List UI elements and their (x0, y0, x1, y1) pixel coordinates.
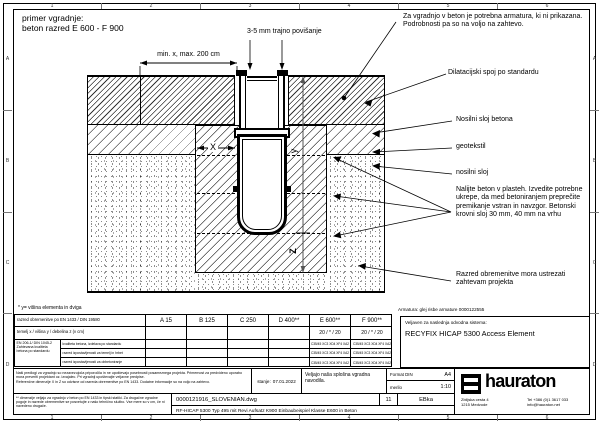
concrete-cell-e600-r3: C35/45 XC3 XD4 XF4 XA2 (310, 340, 351, 349)
status-cell (252, 369, 302, 393)
disclaimer-3: ** dimenzije veljajo za vgradnjo v beton po EN 1433 in tipski statiki. Za drugačne vgradne pogoje in razrede obremenitve se posvetujte z našo tehnično službo. Vse mere so v cm, če ni navedeno drugače. (14, 393, 172, 415)
dims-cell-d400 (269, 327, 310, 340)
valid-for-label: Veljaven za naslednja odvodna sistema: (405, 320, 487, 325)
table-group-label: EN 206-1/ DIN 1045-2 Zahtevana kvaliteta betona po standardu (15, 340, 61, 367)
concrete-cell-empty (228, 349, 269, 358)
hauraton-logo-icon (461, 374, 481, 394)
table-row3-label: kvaliteta betona, izdelava po standardu (61, 340, 146, 349)
status-date: 07.01.2022 (272, 378, 296, 384)
z-dimension-label: Z (287, 248, 298, 254)
dims-cell-c250 (228, 327, 269, 340)
zone-col-label: 4 (300, 3, 399, 9)
zone-row-label: C (590, 213, 599, 315)
sub-base-bottom (195, 273, 327, 293)
zone-row-label: D (5, 361, 10, 368)
format-cell (387, 369, 455, 381)
concrete-cell-empty (146, 358, 187, 367)
load-class-table (14, 314, 392, 367)
brand-contact (527, 397, 568, 407)
logo-slot-top (464, 378, 478, 382)
class-header-c250: C 250 (228, 315, 269, 327)
concrete-cell-empty (187, 349, 228, 358)
zone-col-label: 1 (3, 3, 102, 9)
zone-letters-left (3, 9, 12, 415)
channel-body (237, 134, 287, 235)
concrete-cell-empty (269, 349, 310, 358)
dims-cell-e600: 20 / * / 20 (310, 327, 351, 340)
class-header-f900: F 900** (351, 315, 392, 327)
zone-col-label: 5 (399, 415, 498, 421)
status-label: stanje: (257, 378, 271, 384)
title-block (14, 368, 590, 415)
concrete-cell-empty (269, 358, 310, 367)
disclaimer-block-top (14, 369, 252, 393)
class-header-d400: D 400** (269, 315, 310, 327)
concrete-cell-f900-r5: C35/45 XC3 XD4 XF4 XA2 (352, 361, 392, 365)
class-header-a15: A 15 (146, 315, 187, 327)
disclaimer-1: Naši predlogi za vgradnjo so nezavezujoča priporočila in ne upoštevajo posebnosti posameznega projekta. Primernost za predvideno uporabo mora preveriti projektant oz. izvajalec. Pri vgradnji upoštevajte veljavne predpise. (16, 370, 242, 379)
concrete-cell-empty (146, 349, 187, 358)
channel-body-inner-wall (242, 139, 282, 230)
brand-wordmark: hauraton (485, 371, 556, 391)
edge-rail-left (236, 70, 247, 76)
pavement-layer-right (288, 75, 385, 125)
zone-col-label: 5 (399, 3, 498, 9)
drawing-title-cell: RF-HICAP 5300 Typ 495 mit Revi Aufsatz K900 Einbaubeispiel Klasse E600 in Beton (172, 405, 455, 415)
x-dimension-label: X (210, 141, 217, 152)
concrete-cell-empty (187, 340, 228, 349)
zone-row-label: C (3, 213, 12, 315)
sub-base-right (327, 155, 385, 293)
sub-base-left (87, 155, 195, 293)
grating-lower-line (247, 80, 277, 81)
span-dimension-label: min. x, max. 200 cm (140, 51, 237, 58)
table-row5-label: razred izpostavljenosti za obbetoniranje (61, 358, 146, 367)
y-dimension-label: y (288, 148, 299, 154)
zone-numbers-bottom (3, 415, 596, 421)
footnote-y: * y= višina elementa in dviga (18, 305, 82, 311)
callout-load-class: Razred obremenitve mora ustrezati zahtevam projekta (456, 271, 566, 287)
callout-concrete-base: Nosilni sloj betona (456, 116, 513, 123)
sheet-number-cell: 11 (380, 393, 398, 405)
concrete-cell-f900-r4: C35/45 XC3 XD4 XF4 XA2 (351, 349, 392, 358)
scale-label: merilo (390, 384, 402, 390)
callout-geotextile: geotekstil (456, 143, 486, 150)
logo-slot-bottom (464, 386, 478, 390)
example-title (22, 13, 124, 33)
zone-row-label: B (590, 111, 599, 213)
brand-email: info@hauraton.net (527, 402, 560, 408)
format-value: A4 (444, 371, 451, 378)
table-row4-label: razred izpostavljenosti za temelj in hrbet (61, 349, 146, 358)
concrete-cell-f900-r3: C35/45 XC3 XD4 XF4 XA2 (351, 340, 392, 349)
zone-row-label: A (590, 9, 599, 111)
edge-rail-right (277, 70, 288, 76)
zone-col-label: 3 (201, 3, 300, 9)
table-row1-label: razred obremenitve po EN 1433 / DIN 19580 (15, 315, 146, 327)
brand-address (461, 397, 489, 407)
callout-base-layer: nosilni sloj (456, 169, 489, 176)
zone-col-label: 4 (300, 415, 399, 421)
dims-cell-f900: 20 / * / 20 (351, 327, 392, 340)
concrete-base-layer-left (87, 125, 195, 155)
concrete-base-layer-right (327, 125, 385, 155)
scale-cell (387, 381, 455, 393)
zone-col-label: 1 (3, 415, 102, 421)
concrete-cell-empty (187, 358, 228, 367)
concrete-cell-e600-r4: C35/45 XC3 XD4 XF4 XA2 (310, 349, 351, 358)
brand-block (455, 369, 590, 415)
raise-dimension-label: 3-5 mm trajno povišanje (247, 28, 322, 35)
format-label: Format DIN (390, 372, 413, 377)
brand-address-line1: Zbiljska cesta 4 (461, 397, 489, 402)
concrete-cell-empty (146, 340, 187, 349)
concrete-cell-empty (269, 340, 310, 349)
pavement-layer-left (87, 75, 235, 125)
callout-pour-layers: Nalijte beton v plasteh. Izvedite potrebne ukrepe, da med betoniranjem preprečite premikanje vstran in navzgor. Betonski krovni sloj 30 mm, 40 mm na vrhu (456, 186, 583, 218)
concrete-cell-empty (228, 340, 269, 349)
grating-surface-line (247, 76, 277, 78)
zone-row-label: A (3, 9, 12, 111)
brand-phone: Tel +386 (0)1 3617 033 (527, 397, 569, 402)
zone-row-label: B (3, 111, 12, 213)
concrete-cell-e600-r5: C35/45 XC3 XD4 XF4 XA2 (310, 358, 351, 367)
brand-address-line2: 1215 Medvode (461, 402, 488, 408)
zone-col-label: 6 (545, 3, 549, 9)
valid-for-box (400, 316, 590, 368)
zone-col-label: 6 (545, 415, 549, 421)
callout-expansion-joint: Dilatacijski spoj po standardu (448, 69, 539, 76)
example-title-line1: primer vgradnje: (22, 13, 84, 23)
armature-reference-note: Armatura: glej risbe armature 0000122555 (398, 307, 485, 312)
example-title-line2: beton razred E 600 - F 900 (22, 23, 124, 34)
dims-cell-b125 (187, 327, 228, 340)
table-row2-label: temelj x / višina y / debelina z (v cm) (15, 327, 146, 340)
zone-row-label: D (592, 361, 597, 368)
zone-col-label: 2 (102, 415, 201, 421)
callout-armature: Za vgradnjo v beton je potrebna armatura, ki ni prikazana. Podrobnosti pa so na voljo na zahtevo. (403, 13, 583, 29)
dims-cell-a15 (146, 327, 187, 340)
instructions-note: Veljajo naša splošna vgradna navodila. (302, 369, 387, 393)
valid-for-product: RECYFIX HICAP 5300 Access Element (405, 329, 535, 338)
file-name-cell: 0000121916_SLOVENIAN.dwg (172, 393, 380, 405)
author-cell: EBka (398, 393, 455, 405)
disclaimer-2: Referenčne dimenzije X in Z so odvisne od razreda obremenitve po EN 1433. Dodatne informacije so na voljo na zahtevo. (16, 380, 210, 385)
zone-col-label: 3 (201, 415, 300, 421)
zone-col-label: 2 (102, 3, 201, 9)
class-header-e600: E 600** (310, 315, 351, 327)
expansion-joint-line (140, 75, 141, 125)
scale-value: 1:10 (440, 384, 451, 390)
channel-shaft-inner-wall (245, 73, 279, 134)
concrete-cell-empty (228, 358, 269, 367)
class-header-b125: B 125 (187, 315, 228, 327)
